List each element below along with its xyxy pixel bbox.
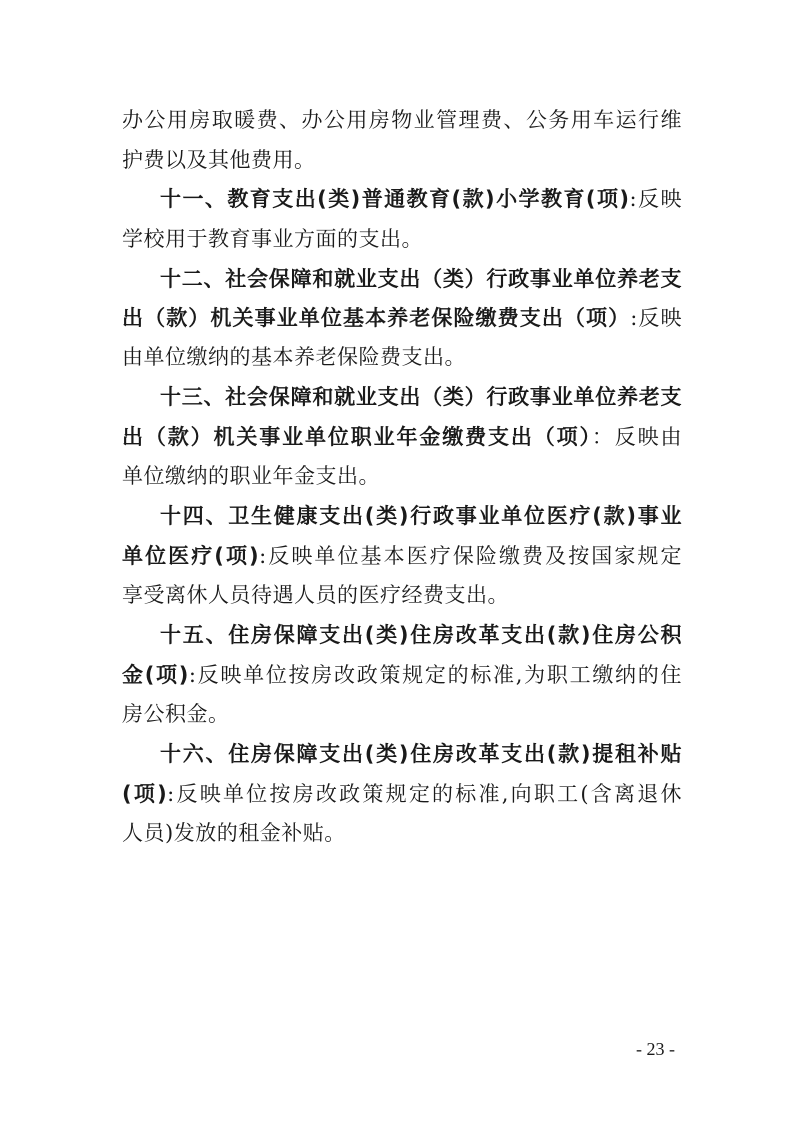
paragraph-heading-line: 出（款）机关事业单位职业年金缴费支出（项）：反映由 bbox=[122, 425, 682, 449]
paragraph-heading-line bbox=[160, 501, 682, 531]
paragraph-line: 房公积金。 bbox=[122, 702, 230, 726]
paragraph-heading-line: 出（款）机关事业单位基本养老保险缴费支出（项）:反映 bbox=[122, 306, 683, 330]
paragraph-line: 护费以及其他费用。 bbox=[122, 148, 316, 172]
section-heading: 金(项) bbox=[122, 663, 189, 687]
page-number: - 23 - bbox=[636, 1039, 675, 1059]
paragraph-heading-line bbox=[160, 620, 682, 650]
paragraph-heading-line bbox=[160, 739, 682, 769]
section-heading: 十一、教育支出(类)普通教育(款)小学教育(项) bbox=[160, 187, 630, 211]
paragraph-line: 学校用于教育事业方面的支出。 bbox=[122, 227, 423, 251]
section-heading: 十三、社会保障和就业支出（类）行政事业单位养老支 bbox=[160, 385, 682, 409]
paragraph-heading-line: 十一、教育支出(类)普通教育(款)小学教育(项):反映 bbox=[160, 187, 682, 211]
paragraph-heading-line: (项):反映单位按房改政策规定的标准,向职工(含离退休 bbox=[122, 782, 682, 806]
paragraph-line: 人员)发放的租金补贴。 bbox=[122, 821, 346, 845]
paragraph-heading-line bbox=[160, 382, 682, 412]
paragraph-heading-line: 单位医疗(项):反映单位基本医疗保险缴费及按国家规定 bbox=[122, 544, 682, 568]
section-heading: (项) bbox=[122, 782, 168, 806]
section-heading: 单位医疗(项) bbox=[122, 544, 260, 568]
paragraph-heading-line: 金(项):反映单位按房改政策规定的标准,为职工缴纳的住 bbox=[122, 663, 683, 687]
section-heading: 出（款）机关事业单位基本养老保险缴费支出（项） bbox=[122, 306, 631, 330]
section-heading: 出（款）机关事业单位职业年金缴费支出（项） bbox=[122, 425, 592, 449]
section-heading: 十二、社会保障和就业支出（类）行政事业单位养老支 bbox=[160, 267, 682, 291]
paragraph-line: 由单位缴纳的基本养老保险费支出。 bbox=[122, 345, 466, 369]
paragraph-line: 办公用房取暖费、办公用房物业管理费、公务用车运行维 bbox=[122, 108, 682, 132]
paragraph-heading-line bbox=[160, 264, 682, 294]
paragraph-line: 享受离休人员待遇人员的医疗经费支出。 bbox=[122, 583, 509, 607]
section-heading: 十六、住房保障支出(类)住房改革支出(款)提租补贴 bbox=[160, 742, 682, 766]
section-heading: 十五、住房保障支出(类)住房改革支出(款)住房公积 bbox=[160, 623, 682, 647]
section-heading: 十四、卫生健康支出(类)行政事业单位医疗(款)事业 bbox=[160, 504, 682, 528]
paragraph-line: 单位缴纳的职业年金支出。 bbox=[122, 464, 380, 488]
